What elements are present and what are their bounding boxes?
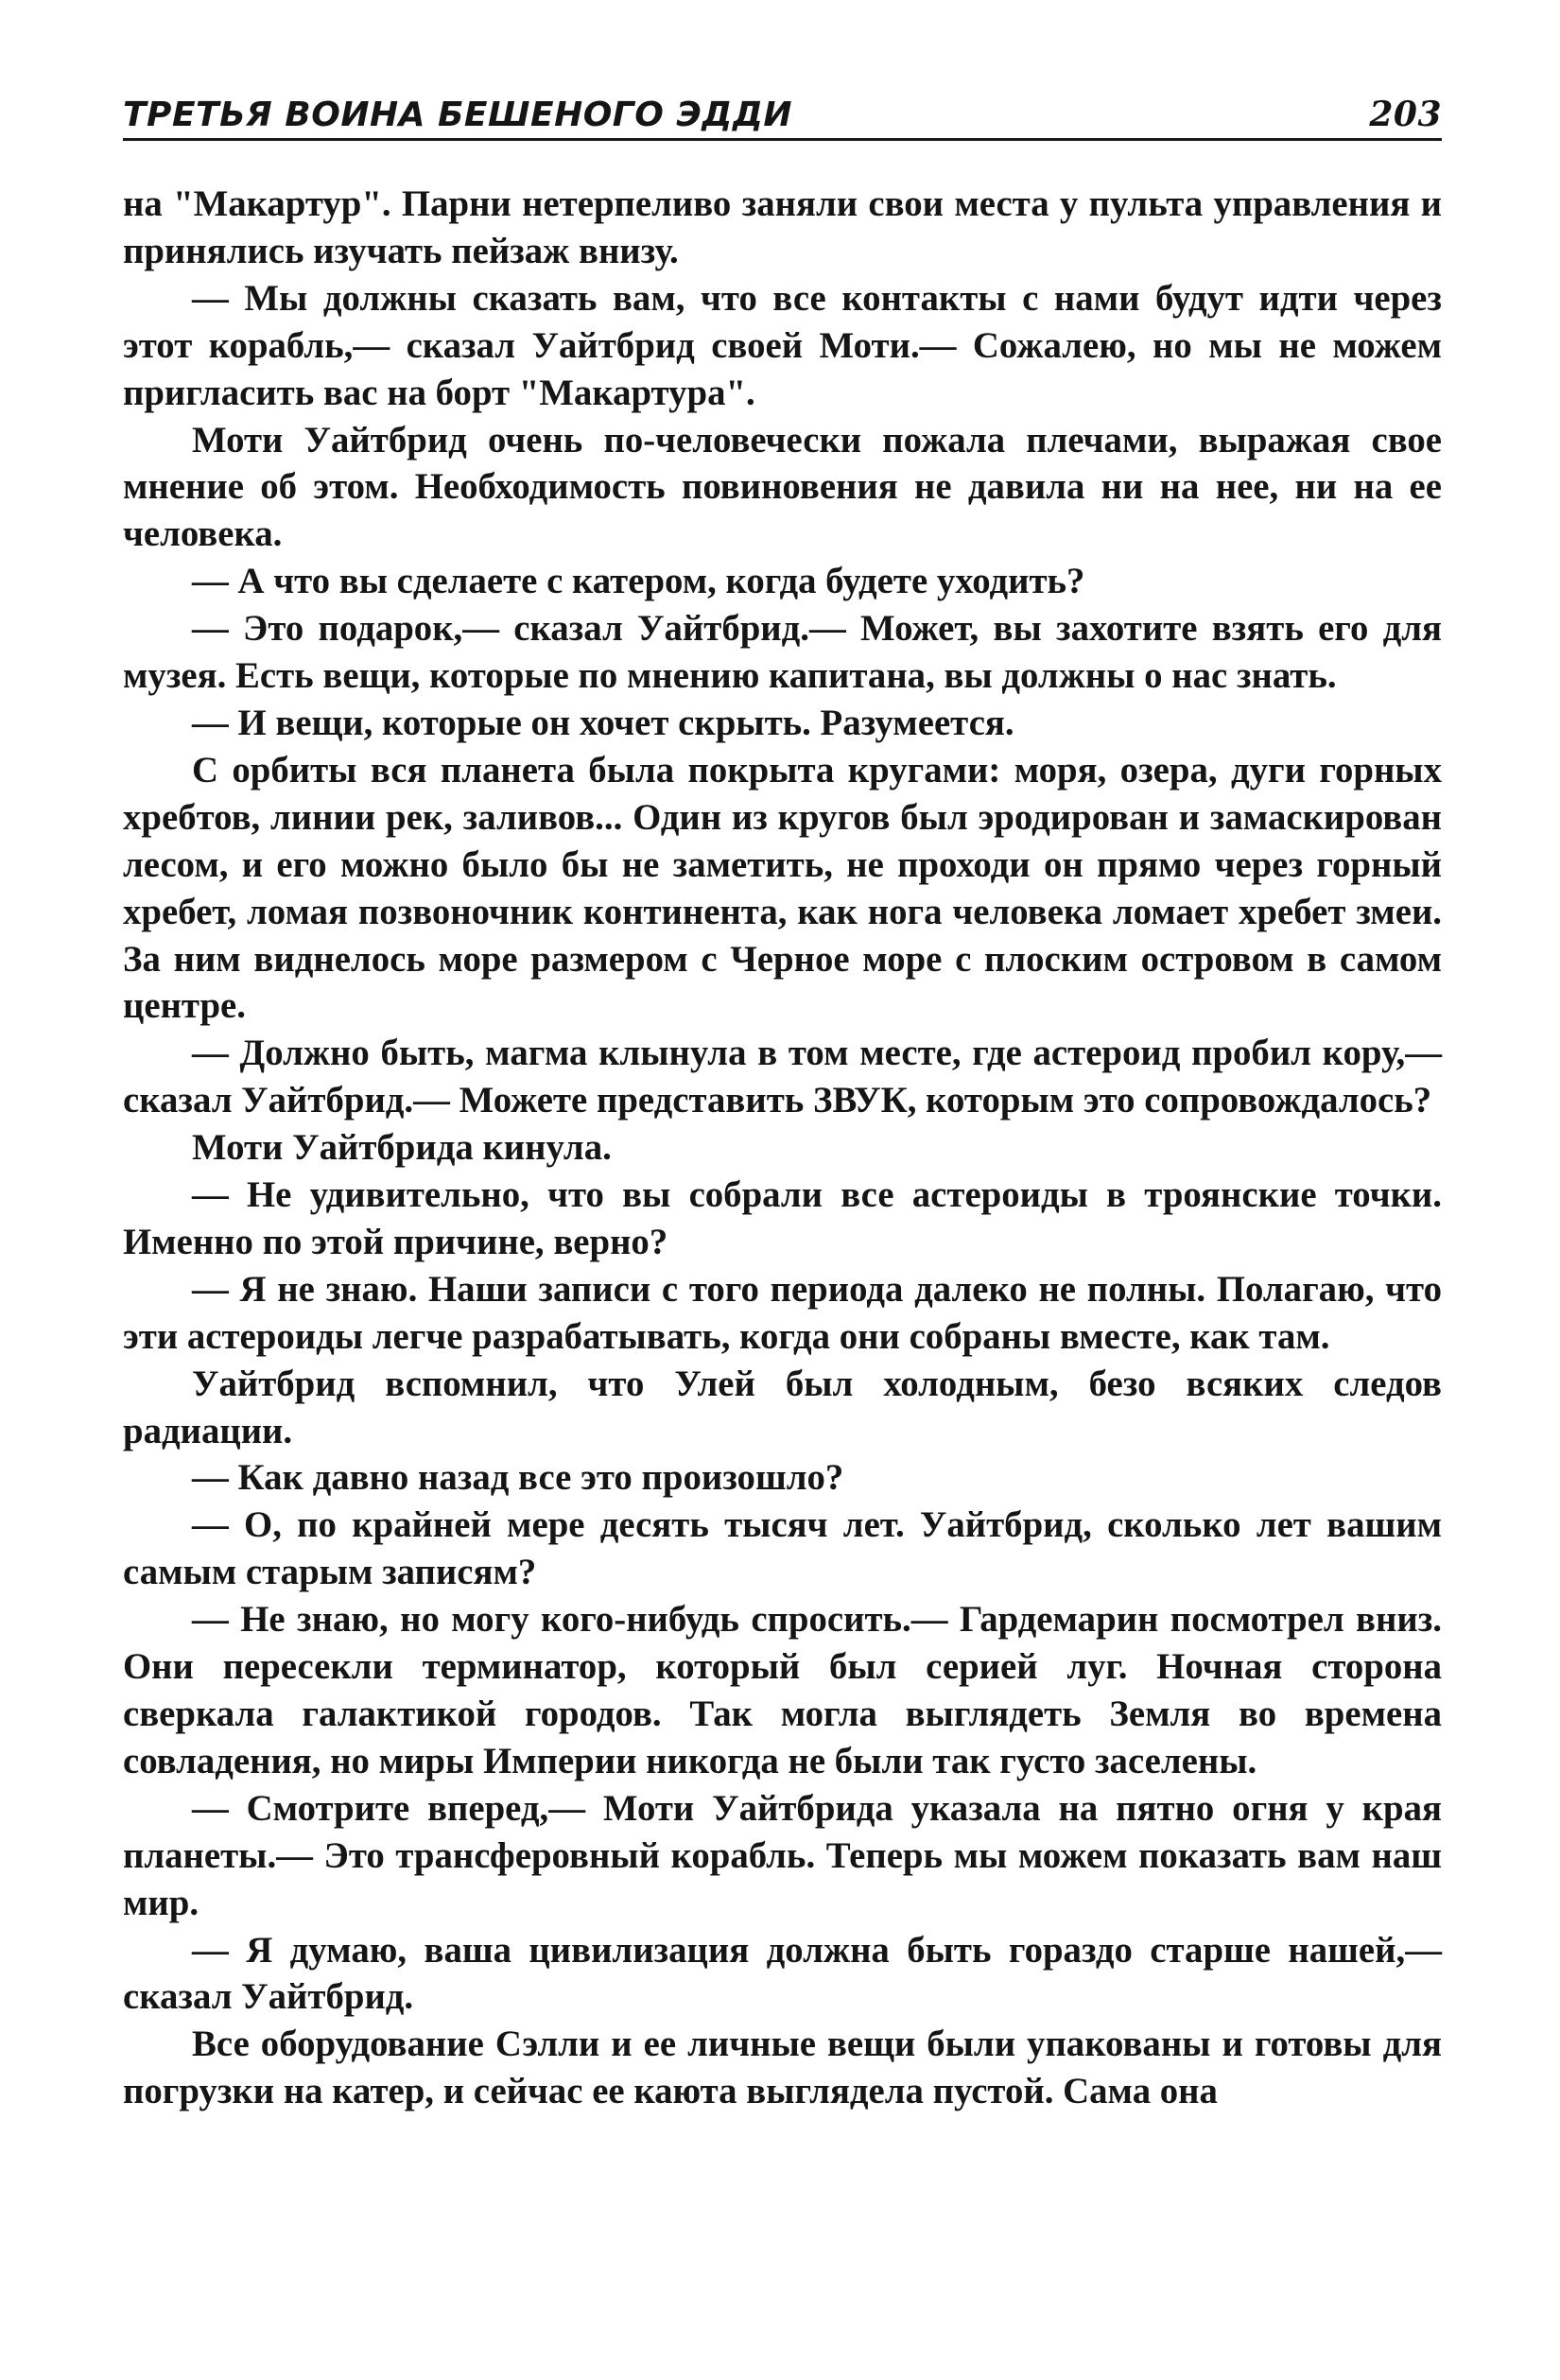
paragraph: — Я не знаю. Наши записи с того периода далеко не полны. Полагаю, что эти астероиды легче разрабатывать, когда они собраны вместе, как там.	[123, 1268, 1442, 1357]
paragraph: С орбиты вся планета была покрыта кругами: моря, озера, дуги горных хребтов, линии рек, заливов... Один из кругов был эродирован и замаскирован лесом, и его можно было бы не заметить, не проходи он прямо через горный хребет, ломая позвоночник континента, как нога человека ломает хребет змеи. За ним виднелось море размером с Черное море с плоским островом в самом центре.	[123, 749, 1442, 1027]
paragraph: — Мы должны сказать вам, что все контакты с нами будут идти через этот корабль,— сказал Уайтбрид своей Моти.— Сожалею, но мы не можем пригласить вас на борт "Макартура".	[123, 277, 1442, 413]
running-header	[123, 95, 1442, 141]
paragraph: — Я думаю, ваша цивилизация должна быть гораздо старше нашей,— сказал Уайтбрид.	[123, 1929, 1442, 2018]
paragraph: — Как давно назад все это произошло?	[192, 1457, 844, 1499]
paragraph: — Не знаю, но могу кого-нибудь спросить.— Гардемарин посмотрел вниз. Они пересекли терминатор, который был серией луг. Ночная сторона сверкала галактикой городов. Так могла выглядеть Земля во времена совладения, но миры Империи никогда не были так густо заселены.	[123, 1599, 1442, 1781]
paragraph: — Это подарок,— сказал Уайтбрид.— Может, вы захотите взять его для музея. Есть вещи, которые по мнению капитана, вы должны о нас знать.	[123, 608, 1442, 697]
paragraph: Моти Уайтбрид очень по-человечески пожала плечами, выражая свое мнение об этом. Необходимость повиновения не давила ни на нее, ни на ее человека.	[123, 419, 1442, 555]
body-text	[123, 181, 1442, 2115]
paragraph: Все оборудование Сэлли и ее личные вещи были упакованы и готовы для погрузки на катер, и сейчас ее каюта выглядела пустой. Сама она	[123, 2024, 1442, 2112]
paragraph: — А что вы сделаете с катером, когда будете уходить?	[192, 561, 1085, 602]
paragraph: на "Макартур". Парни нетерпеливо заняли свои места у пульта управления и принялись изучать пейзаж внизу.	[123, 183, 1442, 271]
paragraph: — И вещи, которые он хочет скрыть. Разумеется.	[192, 702, 1014, 743]
paragraph: — Смотрите вперед,— Моти Уайтбрида указала на пятно огня у края планеты.— Это трансферовный корабль. Теперь мы можем показать вам наш мир.	[123, 1787, 1442, 1923]
page-number: 203	[1369, 95, 1442, 134]
paragraph: Моти Уайтбрида кинула.	[192, 1127, 612, 1169]
book-page	[123, 95, 1442, 2115]
paragraph: — Должно быть, магма клынула в том месте, где астероид пробил кору,— сказал Уайтбрид.— Можете представить ЗВУК, которым это сопровождалось?	[123, 1033, 1442, 1121]
running-title: ТРЕТЬЯ ВОИНА БЕШЕНОГО ЭДДИ	[123, 96, 793, 134]
paragraph: — Не удивительно, что вы собрали все астероиды в троянские точки. Именно по этой причине, верно?	[123, 1174, 1442, 1262]
paragraph: Уайтбрид вспомнил, что Улей был холодным, безо всяких следов радиации.	[123, 1363, 1442, 1451]
paragraph: — О, по крайней мере десять тысяч лет. Уайтбрид, сколько лет вашим самым старым записям?	[123, 1504, 1442, 1593]
